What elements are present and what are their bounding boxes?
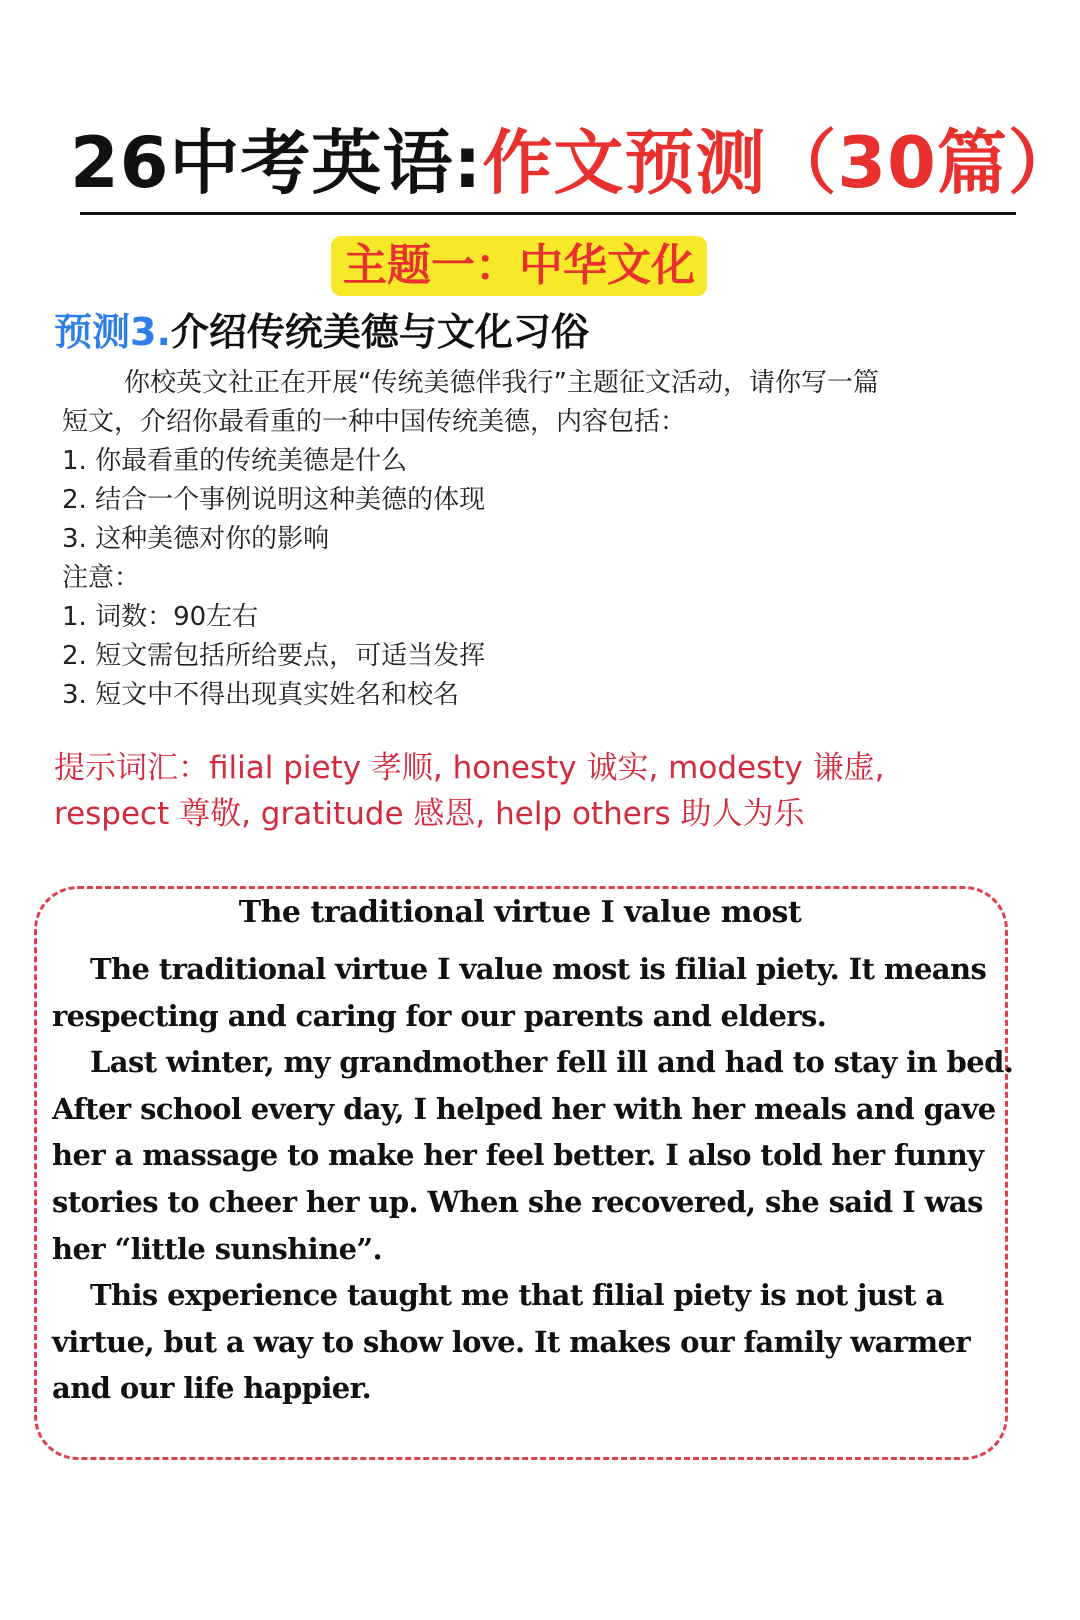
essay-line: After school every day, I helped her with her meals and gave (52, 1091, 996, 1126)
essay-line: virtue, but a way to show love. It makes our family warmer (52, 1324, 971, 1359)
prompt-line: 1. 你最看重的传统美德是什么 (62, 446, 408, 476)
prompt-line: 3. 这种美德对你的影响 (62, 524, 330, 554)
essay-line: This experience taught me that filial piety is not just a (90, 1278, 944, 1313)
vocab-line: respect 尊敬, gratitude 感恩, help others 助人为乐 (54, 796, 805, 832)
prompt-line: 注意： (62, 563, 141, 593)
essay-line: respecting and caring for our parents and elders. (52, 998, 827, 1033)
page-title-red: 作文预测（30篇） (482, 122, 1079, 204)
task-heading-number: 预测3. (54, 310, 171, 354)
task-heading (54, 304, 589, 360)
vocab-line: 提示词汇：filial piety 孝顺, honesty 诚实, modesty 谦虚, (54, 750, 885, 786)
essay-title: The traditional virtue I value most (238, 895, 802, 930)
title-underline (80, 212, 1016, 215)
page-title-black: 26中考英语: (70, 122, 483, 204)
essay-body (52, 946, 1012, 1412)
essay-line: stories to cheer her up. When she recovered, she said I was (52, 1184, 983, 1219)
essay-line: her “little sunshine”. (52, 1231, 383, 1266)
essay-line: Last winter, my grandmother fell ill and had to stay in bed. (90, 1045, 1014, 1080)
prompt-line: 1. 词数：90左右 (62, 602, 259, 632)
page-title (70, 118, 1079, 208)
essay-line: The traditional virtue I value most is filial piety. It means (90, 952, 987, 986)
prompt-line: 2. 短文需包括所给要点，可适当发挥 (62, 641, 486, 671)
prompt-line: 你校英文社正在开展“传统美德伴我行”主题征文活动，请你写一篇 (124, 368, 879, 398)
essay-line: and our life happier. (52, 1371, 372, 1406)
prompt-line: 短文，介绍你最看重的一种中国传统美德，内容包括： (62, 407, 687, 437)
vocab-hints (54, 745, 1014, 837)
essay-line: her a massage to make her feel better. I also told her funny (52, 1138, 984, 1173)
prompt-line: 3. 短文中不得出现真实姓名和校名 (62, 680, 460, 710)
task-prompt (62, 364, 1002, 715)
prompt-line: 2. 结合一个事例说明这种美德的体现 (62, 485, 486, 515)
theme-badge: 主题一：中华文化 (331, 236, 707, 296)
task-heading-text: 介绍传统美德与文化习俗 (170, 310, 589, 354)
